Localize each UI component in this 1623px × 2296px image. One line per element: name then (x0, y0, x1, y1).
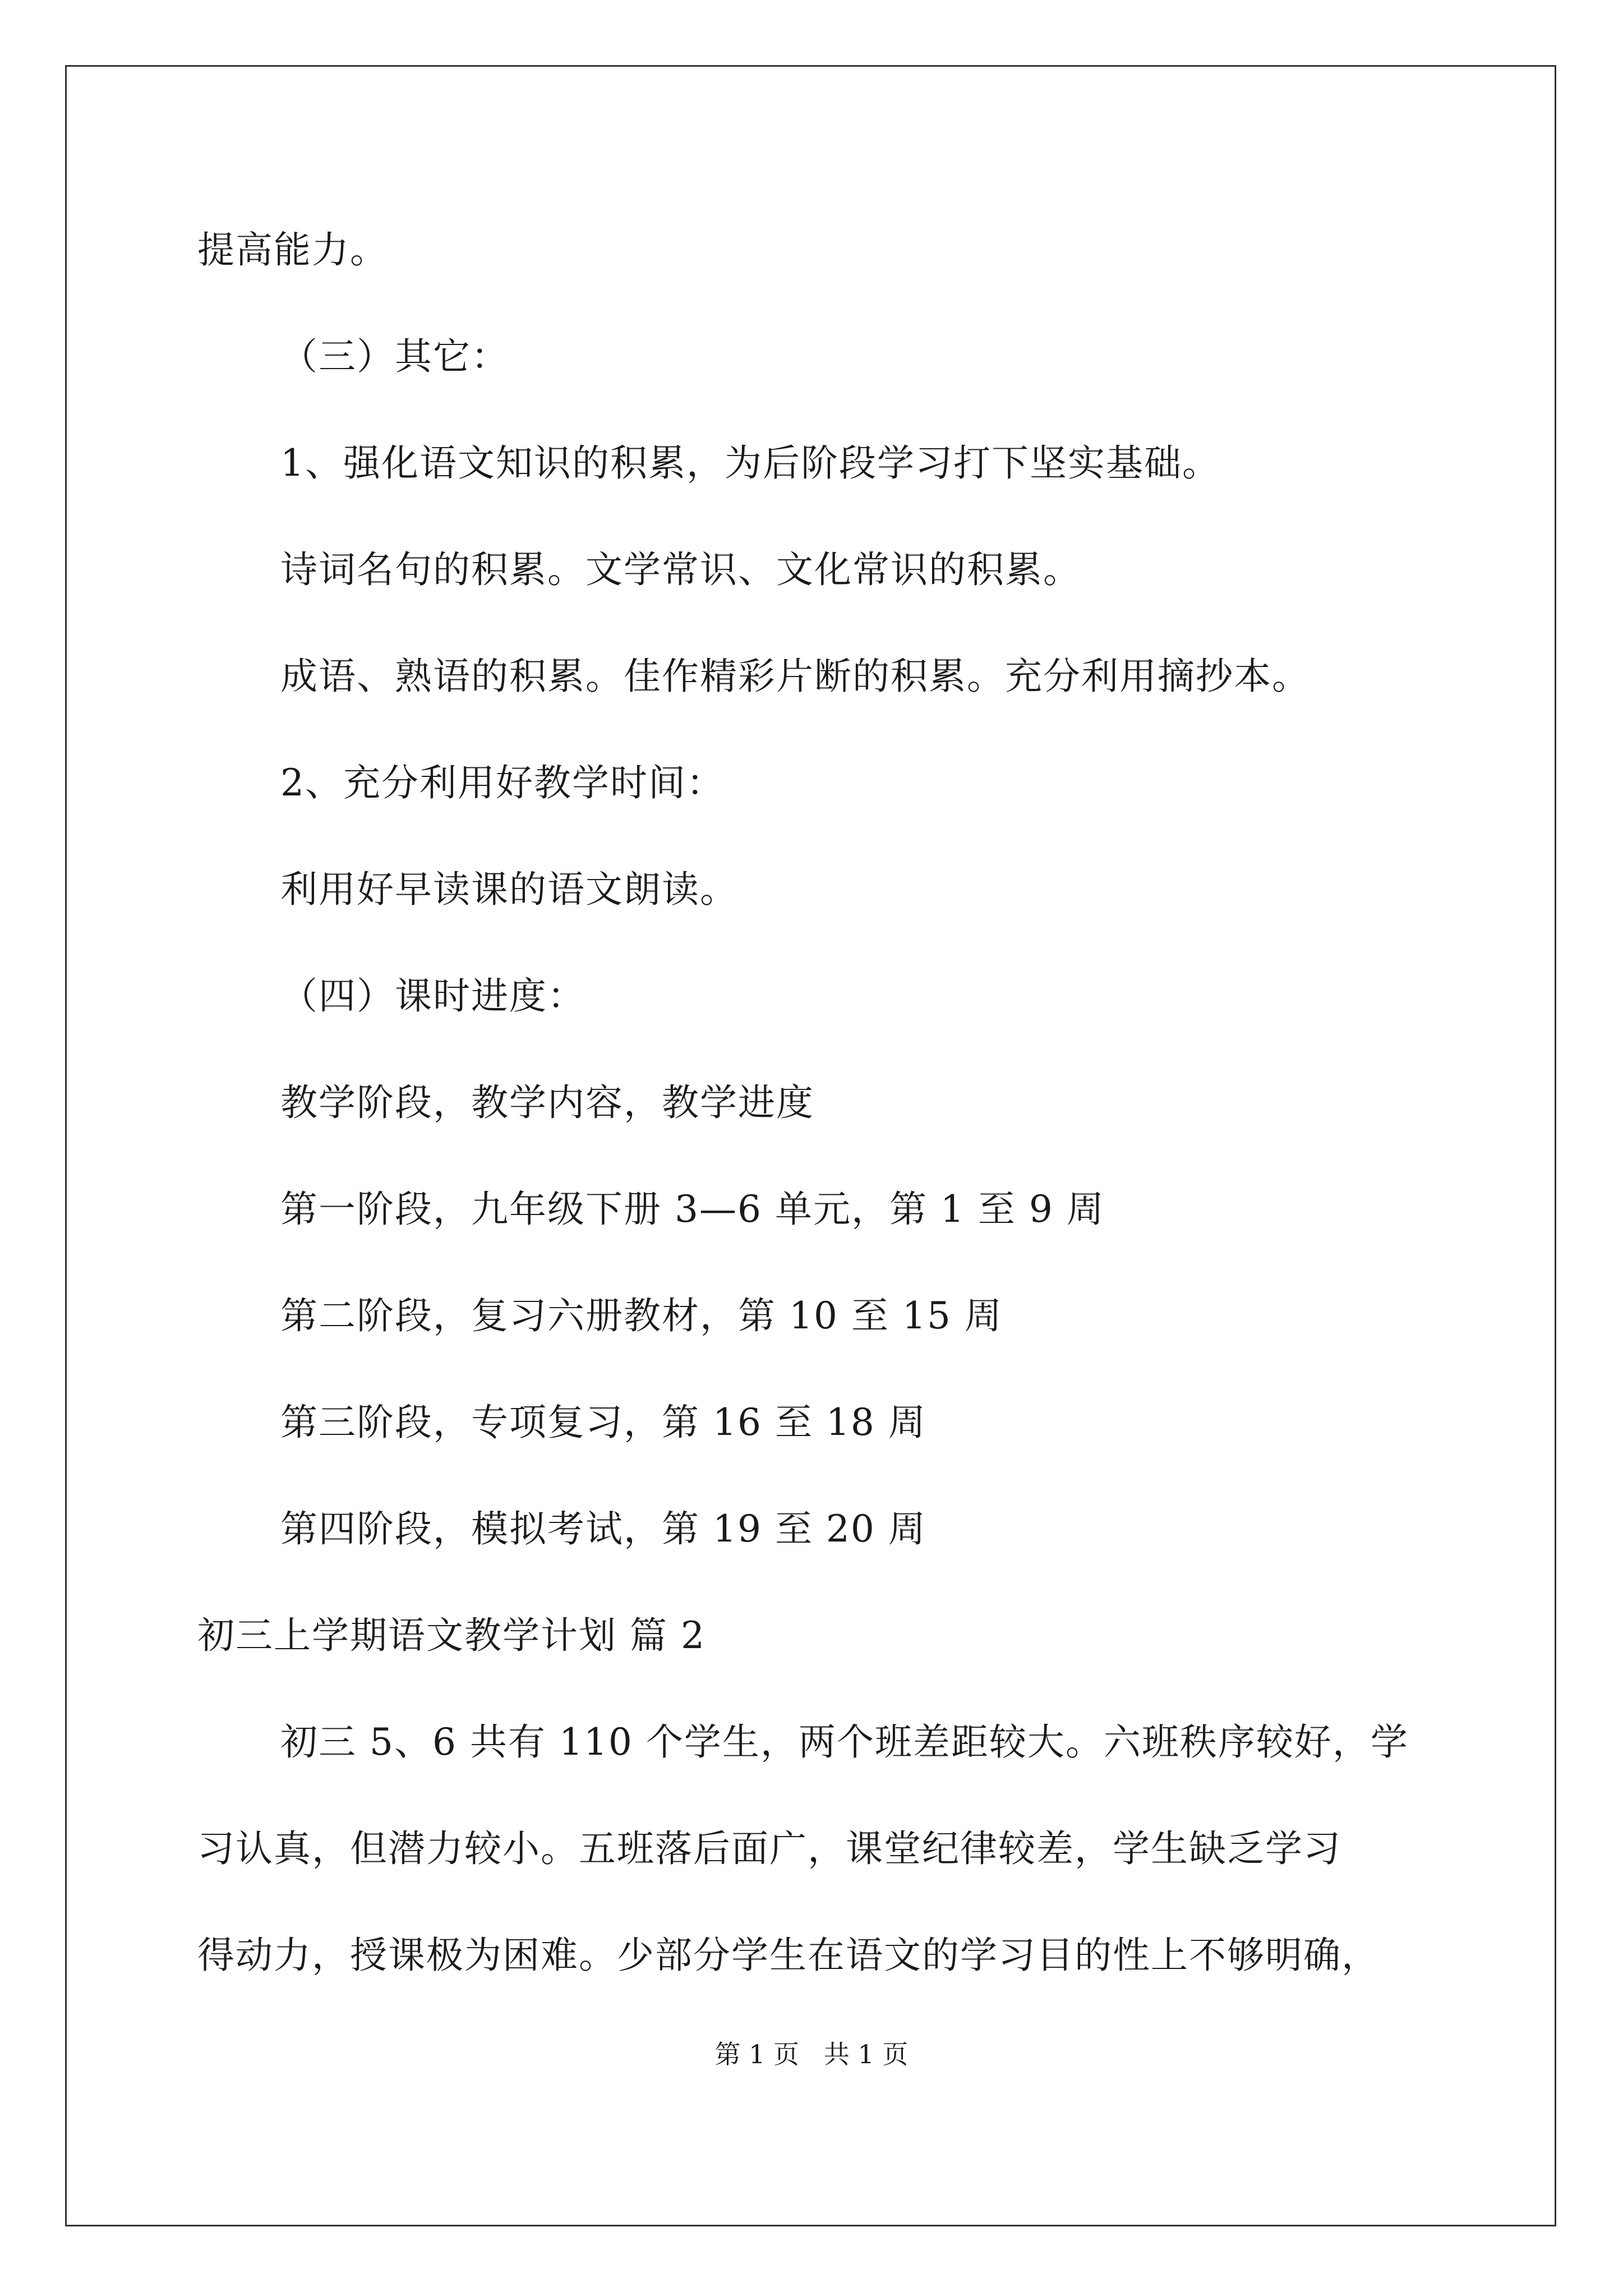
page-footer: 第 1 页 共 1 页 (714, 2039, 909, 2069)
section-heading-schedule: （四）课时进度： (280, 974, 585, 1018)
paragraph-line: 得动力，授课极为困难。少部分学生在语文的学习目的性上不够明确， (197, 1934, 1380, 1977)
list-item-1: 1、强化语文知识的积累，为后阶段学习打下坚实基础。 (280, 441, 1220, 485)
paragraph-line: 诗词名句的积累。文学常识、文化常识的积累。 (280, 548, 1081, 591)
list-item-2: 2、充分利用好教学时间： (280, 761, 725, 804)
schedule-row: 第一阶段，九年级下册 3—6 单元，第 1 至 9 周 (280, 1188, 1105, 1231)
paragraph-line: 提高能力。 (197, 228, 388, 272)
schedule-row: 第二阶段，复习六册教材，第 10 至 15 周 (280, 1294, 1003, 1337)
section-heading-other: （三）其它： (280, 335, 509, 378)
paragraph-line: 成语、熟语的积累。佳作精彩片断的积累。充分利用摘抄本。 (280, 655, 1310, 698)
schedule-row: 第四阶段，模拟考试，第 19 至 20 周 (280, 1507, 926, 1550)
paragraph-line: 初三 5、6 共有 110 个学生，两个班差距较大。六班秩序较好，学 (280, 1720, 1409, 1764)
schedule-row: 第三阶段，专项复习，第 16 至 18 周 (280, 1401, 926, 1444)
paragraph-line: 利用好早读课的语文朗读。 (280, 868, 738, 911)
paragraph-line: 习认真，但潜力较小。五班落后面广，课堂纪律较差，学生缺乏学习 (197, 1827, 1341, 1870)
page-border (65, 65, 1556, 2226)
article-title: 初三上学期语文教学计划 篇 2 (197, 1614, 706, 1657)
schedule-header: 教学阶段，教学内容，教学进度 (280, 1081, 814, 1124)
